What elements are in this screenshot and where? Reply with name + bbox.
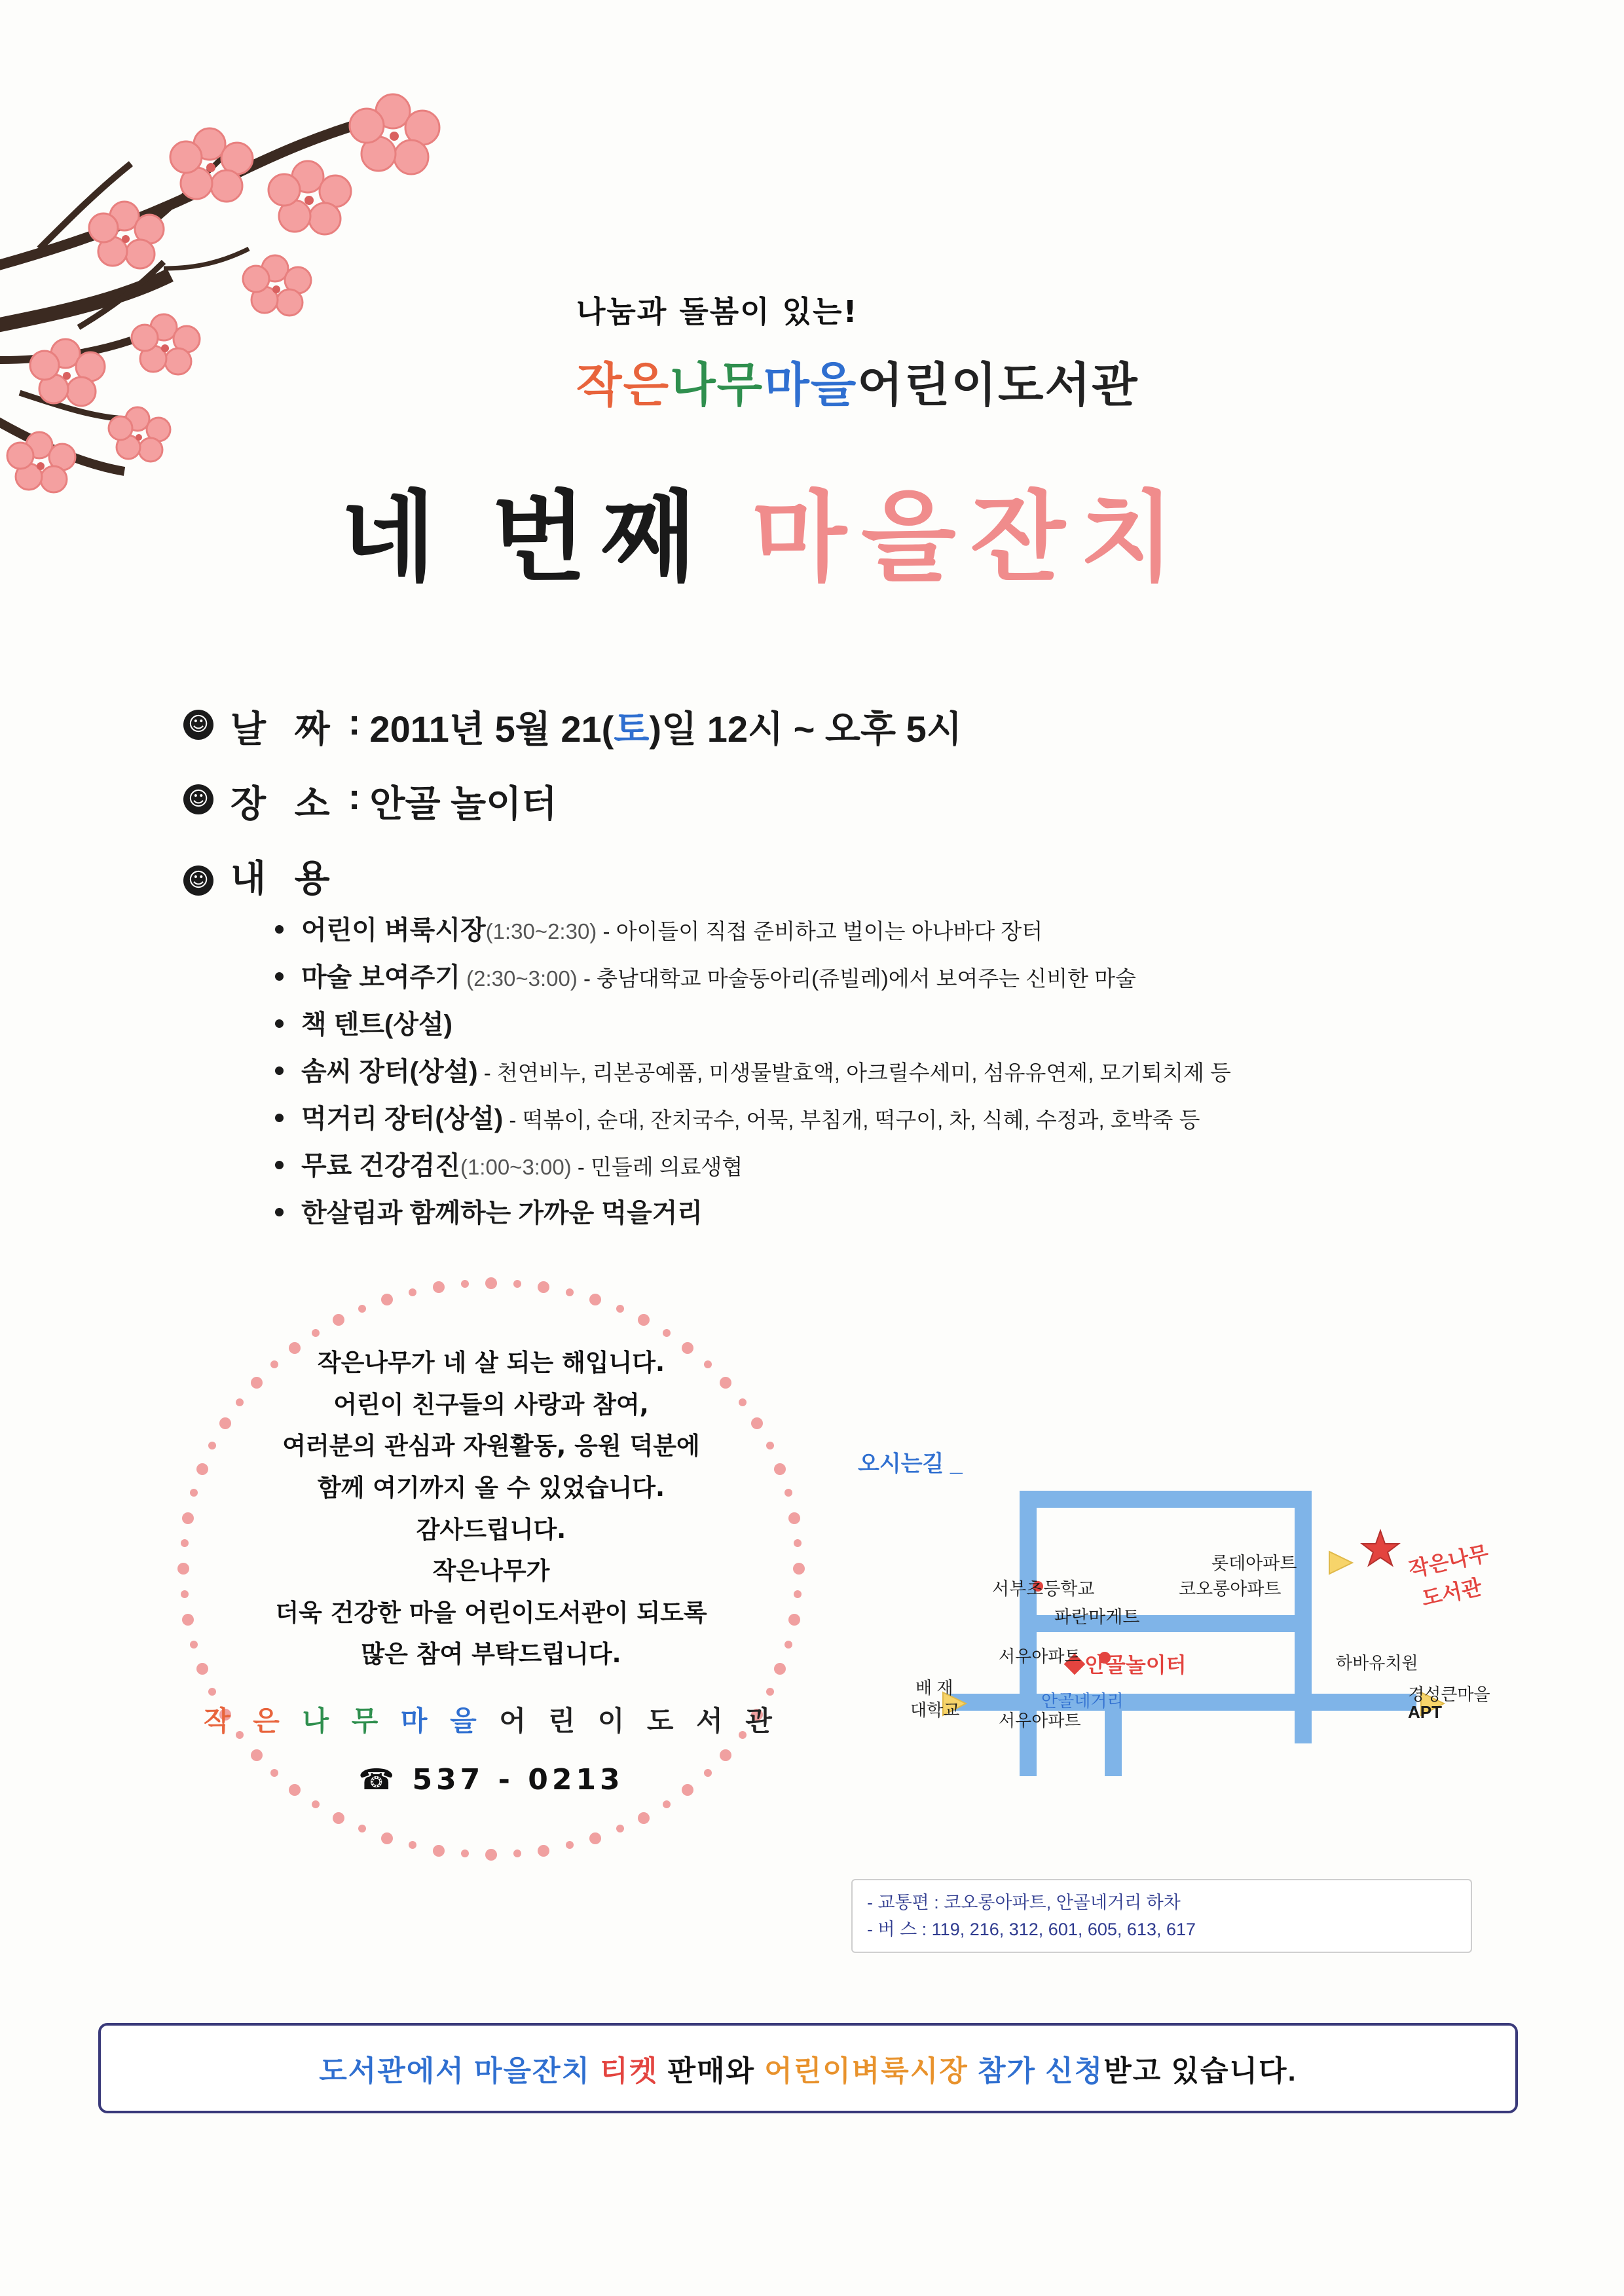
- banner-part-5: 참가 신청: [968, 2055, 1104, 2087]
- library-star-marker: [1362, 1531, 1399, 1565]
- map-label-paejae-1: 배 재: [915, 1678, 953, 1698]
- legend-line-transport: - 교통편 : 코오롱아파트, 안골네거리 하차: [867, 1893, 1181, 1912]
- message-signature: [164, 1698, 819, 1745]
- bottom-banner: [98, 2023, 1518, 2113]
- date-value-highlight: 토: [614, 708, 650, 750]
- map-legend: [851, 1879, 1472, 1953]
- date-value-post: )일 12시 ~ 오후 5시: [649, 708, 962, 750]
- map-label-lotte-apt: 롯데아파트: [1211, 1554, 1297, 1573]
- map-label-angol-intersection: 안골네거리: [1041, 1691, 1124, 1711]
- map-label-library-1: 작은나무: [1407, 1541, 1491, 1582]
- map-title: 오시는길 _: [858, 1451, 963, 1476]
- map-label-angol-playground: ◆안골놀이터: [1064, 1653, 1187, 1677]
- thank-you-message: [164, 1342, 819, 1805]
- plum-blossom-branch-illustration: [0, 52, 537, 511]
- event-info-block: [183, 701, 1460, 1244]
- info-row-content: [183, 850, 1460, 902]
- program-list: [183, 914, 1460, 1230]
- item-desc: - 민들레 의료생협: [571, 1155, 743, 1179]
- item-desc: - 떡볶이, 순대, 잔치국수, 어묵, 부침개, 떡구이, 차, 식혜, 수정과, 호박죽 등: [503, 1108, 1200, 1132]
- item-main: 먹거리 장터(상설): [301, 1104, 504, 1133]
- message-line: 더욱 건강한 마을 어린이도서관이 되도록: [275, 1598, 707, 1627]
- date-value: [369, 701, 962, 753]
- banner-part-4: 어린이벼룩시장: [764, 2055, 969, 2087]
- map-label-library-2: 도서관: [1419, 1575, 1484, 1611]
- map-label-gyeongseong-village: 경성큰마을: [1408, 1685, 1490, 1704]
- signature-part-1: 작 은: [204, 1705, 286, 1737]
- map-label-kolon-apt: 코오롱아파트: [1179, 1579, 1282, 1599]
- library-name-part-4: 어린이도서관: [857, 359, 1139, 412]
- thank-you-message-circle: [164, 1264, 819, 1918]
- item-desc: - 천연비누, 리본공예품, 미생물발효액, 아크릴수세미, 섬유유연제, 모기퇴치제 등: [477, 1061, 1231, 1085]
- place-separator: :: [348, 776, 361, 817]
- branch-svg: [0, 52, 537, 511]
- item-main: 무료 건강검진: [301, 1152, 460, 1180]
- item-main: 한살림과 함께하는 가까운 먹을거리: [301, 1199, 703, 1228]
- message-line: 많은 참여 부탁드립니다.: [361, 1640, 621, 1669]
- contact-phone: ☎ 537 - 0213: [358, 1763, 624, 1797]
- message-line: 감사드립니다.: [416, 1515, 566, 1544]
- signature-part-3: 마 을: [400, 1705, 483, 1737]
- list-item: [301, 1197, 1460, 1230]
- message-line: 함께 여기까지 올 수 있었습니다.: [317, 1473, 665, 1502]
- item-main: 솜씨 장터(상설): [301, 1057, 478, 1086]
- banner-part-1: 도서관에서 마을잔치: [319, 2055, 600, 2087]
- library-name-part-2: 나무: [670, 359, 764, 412]
- library-name: [576, 347, 1493, 415]
- item-paren: (1:30~2:30): [485, 919, 597, 943]
- title-part-1: 네: [341, 483, 450, 592]
- page-title: [341, 458, 1519, 602]
- info-row-place: [183, 775, 1460, 828]
- map-label-apt: APT: [1408, 1702, 1442, 1722]
- item-main: 책 텐트(상설): [301, 1010, 452, 1039]
- map-label-paran-market: 파란마게트: [1054, 1607, 1140, 1627]
- date-separator: :: [348, 701, 361, 742]
- poster-tagline: 나눔과 돌봄이 있는!: [576, 294, 858, 329]
- message-line: 어린이 친구들의 사랑과 참여,: [333, 1390, 649, 1419]
- map-label-paejae-2: 대학교: [910, 1700, 960, 1720]
- signature-part-4: 어 린 이 도 서 관: [499, 1705, 779, 1737]
- legend-line-bus: - 버 스 : 119, 216, 312, 601, 605, 613, 617: [867, 1919, 1196, 1939]
- message-line: 작은나무가: [432, 1557, 550, 1586]
- item-desc: - 아이들이 직접 준비하고 벌이는 아나바다 장터: [597, 919, 1043, 943]
- title-part-3: 마을잔치: [752, 483, 1189, 592]
- item-paren: (2:30~3:00): [460, 966, 578, 991]
- list-item: [301, 914, 1460, 947]
- location-map: [832, 1427, 1539, 1939]
- list-item: [301, 1055, 1460, 1088]
- map-label-seowoo-apt-bottom: 서우아파트: [999, 1711, 1081, 1730]
- date-value-pre: 2011년 5월 21(: [369, 708, 614, 750]
- place-label: 장 소: [231, 783, 339, 824]
- map-label-seowoo-apt-top: 서우아파트: [999, 1647, 1081, 1666]
- place-value: 안골 놀이터: [369, 783, 557, 824]
- title-part-2: 번째: [491, 483, 710, 592]
- smiley-icon: ☺: [183, 784, 213, 814]
- smiley-icon: ☺: [183, 866, 213, 896]
- message-line: 여러분의 관심과 자원활동, 응원 덕분에: [282, 1432, 700, 1461]
- content-label: 내 용: [231, 858, 339, 899]
- list-item: [301, 1102, 1460, 1135]
- smiley-icon: ☺: [183, 710, 213, 740]
- banner-part-6: 받고 있습니다.: [1103, 2055, 1297, 2087]
- banner-text: [319, 2047, 1297, 2089]
- map-label-seobu-elementary: 서부초등학교: [992, 1579, 1095, 1599]
- date-label: 날 짜: [231, 708, 339, 750]
- list-item: [301, 961, 1460, 994]
- message-line: 작은나무가 네 살 되는 해입니다.: [317, 1349, 665, 1377]
- info-row-date: [183, 701, 1460, 753]
- map-label-haba-kindergarten: 하바유치원: [1336, 1653, 1418, 1673]
- list-item: [301, 1150, 1460, 1182]
- library-name-part-1: 작은: [576, 359, 671, 412]
- item-desc: - 충남대학교 마술동아리(쥬빌레)에서 보여주는 신비한 마술: [577, 966, 1136, 991]
- list-item: [301, 1008, 1460, 1041]
- library-name-part-3: 마을: [764, 359, 858, 412]
- item-main: 마술 보여주기: [301, 963, 460, 992]
- signature-part-2: 나 무: [302, 1705, 385, 1737]
- banner-part-2: 티켓: [600, 2055, 659, 2087]
- item-main: 어린이 벼룩시장: [301, 916, 486, 945]
- banner-part-3: 판매와: [658, 2055, 765, 2087]
- item-paren: (1:00~3:00): [460, 1155, 572, 1179]
